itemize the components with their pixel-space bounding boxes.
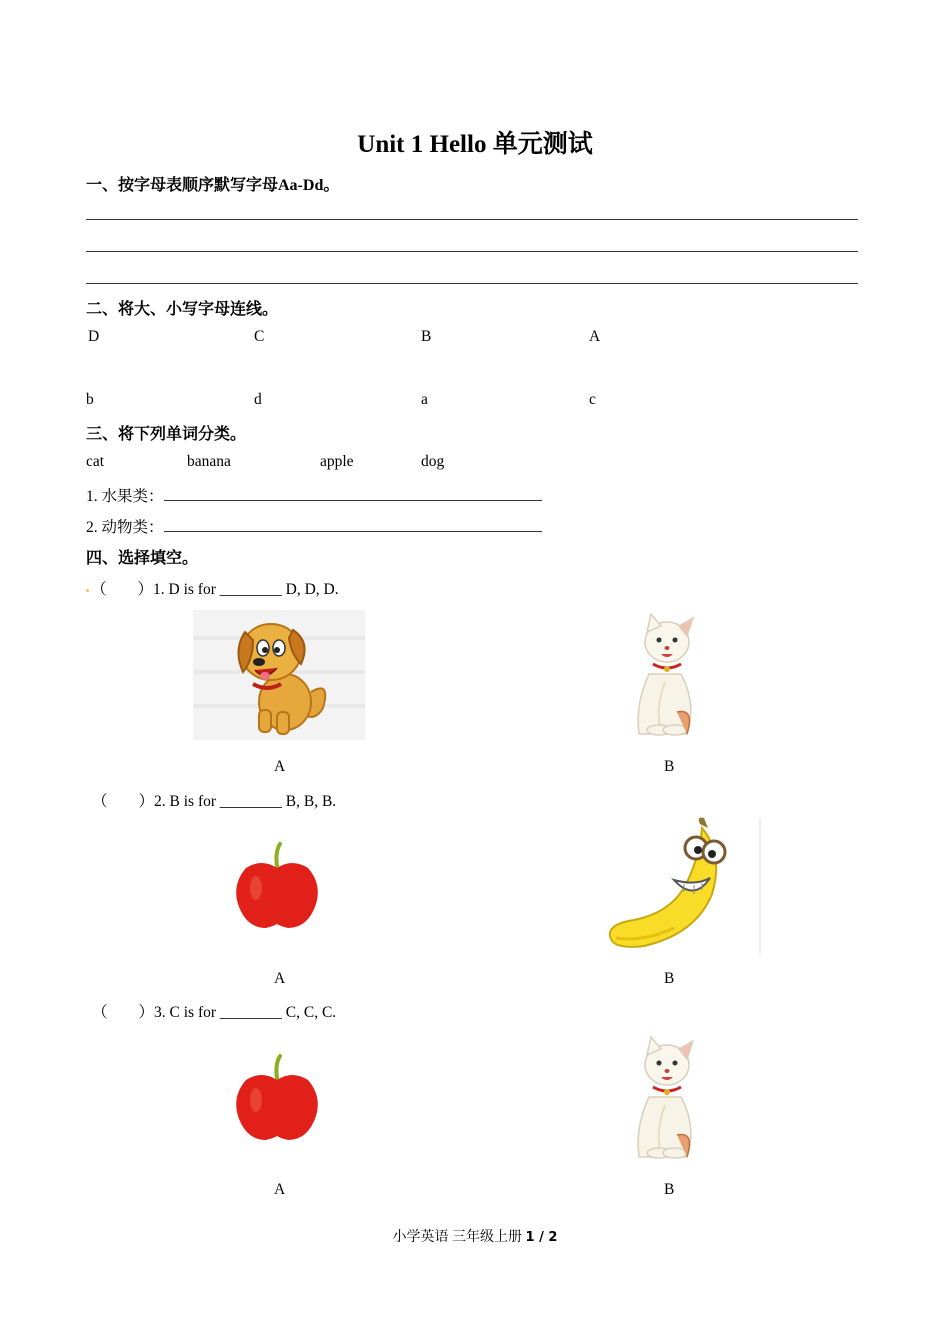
section-2-heading: 二、将大、小写字母连线。	[86, 301, 279, 318]
word-item: cat	[86, 453, 105, 470]
word-item: dog	[421, 453, 445, 470]
dog-image[interactable]	[193, 610, 365, 740]
question-3	[92, 1000, 336, 1022]
fruit-answer-blank[interactable]	[164, 486, 542, 501]
uppercase-letter[interactable]: B	[421, 328, 432, 345]
option-a-label: A	[274, 1181, 286, 1198]
writing-line-1[interactable]	[86, 219, 858, 220]
cat-image[interactable]	[625, 612, 707, 742]
option-b-label: B	[664, 970, 675, 987]
question-2	[92, 789, 336, 811]
section-1-heading: 一、按字母表顺序默写字母Aa-Dd。	[86, 177, 340, 194]
lowercase-letter[interactable]: d	[254, 391, 262, 408]
uppercase-letter[interactable]: C	[254, 328, 265, 345]
word-item: banana	[187, 453, 231, 470]
answer-paren[interactable]: （ ）	[92, 793, 155, 810]
option-a-label: A	[274, 970, 286, 987]
page-number: 1 / 2	[525, 1230, 558, 1245]
apple-image[interactable]	[232, 840, 322, 932]
lowercase-letter[interactable]: c	[589, 391, 596, 408]
uppercase-letter[interactable]: A	[589, 328, 601, 345]
footer-text: 小学英语 三年级上册	[392, 1230, 526, 1245]
question-1	[86, 577, 339, 599]
writing-line-2[interactable]	[86, 251, 858, 252]
word-item: apple	[320, 453, 354, 470]
page-title: Unit 1 Hello 单元测试	[357, 131, 593, 158]
fruit-category-row	[86, 484, 542, 506]
animal-answer-blank[interactable]	[164, 517, 542, 532]
option-b-label: B	[664, 1181, 675, 1198]
section-3-heading: 三、将下列单词分类。	[86, 426, 247, 443]
writing-line-3[interactable]	[86, 283, 858, 284]
answer-paren[interactable]: （ ）	[91, 581, 154, 598]
page-footer	[0, 1226, 950, 1246]
animal-category-row	[86, 515, 542, 537]
question-text: 1. D is for ________ D, D, D.	[153, 581, 339, 598]
option-b-label: B	[664, 758, 675, 775]
question-text: 2. B is for ________ B, B, B.	[154, 793, 337, 810]
lowercase-letter[interactable]: b	[86, 391, 94, 408]
question-text: 3. C is for ________ C, C, C.	[154, 1004, 337, 1021]
answer-paren[interactable]: （ ）	[92, 1004, 155, 1021]
uppercase-letter[interactable]: D	[88, 328, 100, 345]
section-4-heading: 四、选择填空。	[86, 550, 199, 567]
lowercase-letter[interactable]: a	[421, 391, 428, 408]
animal-category-label: 2. 动物类：	[86, 519, 164, 536]
cat-image[interactable]	[625, 1035, 707, 1165]
banana-image[interactable]	[604, 814, 764, 956]
apple-image[interactable]	[232, 1052, 322, 1144]
decor-dot	[86, 589, 89, 592]
option-a-label: A	[274, 758, 286, 775]
fruit-category-label: 1. 水果类：	[86, 488, 164, 505]
